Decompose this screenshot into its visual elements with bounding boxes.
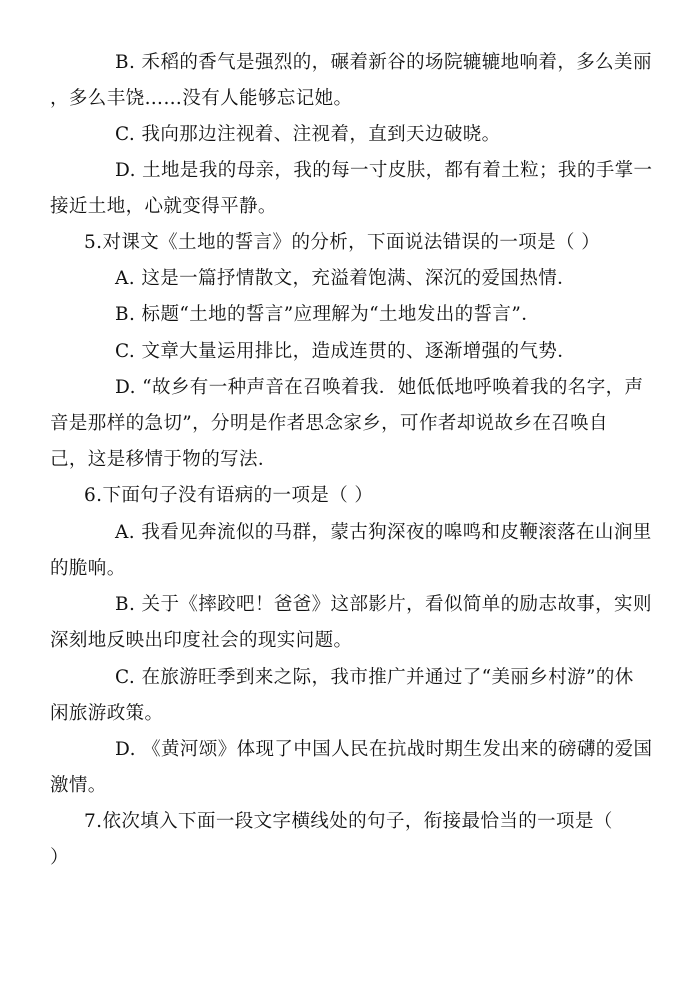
option-b-q4-line-2: ，多么丰饶……没有人能够忘记她。	[50, 88, 353, 109]
option-d-q5-line-2: 音是那样的急切”，分明是作者思念家乡，可作者却说故乡在召唤自	[50, 413, 608, 434]
option-c-q6-line-1: C. 在旅游旺季到来之际，我市推广并通过了“美丽乡村游”的休	[115, 667, 634, 688]
option-a-q5: A. 这是一篇抒情散文，充溢着饱满、深沉的爱国热情．	[115, 268, 577, 289]
option-a-q6-line-1: A. 我看见奔流似的马群，蒙古狗深夜的嗥鸣和皮鞭滚落在山涧里	[115, 522, 652, 543]
option-b-q5: B. 标题“土地的誓言”应理解为“土地发出的誓言”．	[115, 304, 541, 325]
option-b-q6-line-1: B. 关于《摔跤吧！爸爸》这部影片，看似简单的励志故事，实则	[115, 594, 652, 615]
option-a-q6-line-2: 的脆响。	[50, 558, 126, 579]
option-d-q5-line-3: 己，这是移情于物的写法．	[50, 449, 277, 470]
option-d-q6-line-2: 激情。	[50, 775, 107, 796]
option-d-q5-line-1: D. “故乡有一种声音在召唤着我．她低低地呼唤着我的名字，声	[115, 377, 644, 398]
option-c-q5: C. 文章大量运用排比，造成连贯的、逐渐增强的气势．	[115, 341, 577, 362]
question-5-stem: 5.对课文《土地的誓言》的分析，下面说法错误的一项是（ ）	[84, 232, 601, 253]
question-6-stem: 6.下面句子没有语病的一项是（ ）	[84, 485, 374, 506]
option-d-q4-line-1: D. 土地是我的母亲，我的每一寸皮肤，都有着土粒；我的手掌一	[115, 160, 653, 181]
question-7-stem-line-2: ）	[50, 847, 69, 868]
option-c-q4: C. 我向那边注视着、注视着，直到天边破晓。	[115, 124, 501, 145]
option-d-q6-line-1: D. 《黄河颂》体现了中国人民在抗战时期生发出来的磅礴的爱国	[115, 739, 653, 760]
question-7-stem-line-1: 7.依次填入下面一段文字横线处的句子，衔接最恰当的一项是（	[84, 811, 613, 832]
option-b-q4-line-1: B. 禾稻的香气是强烈的，碾着新谷的场院辘辘地响着，多么美丽	[115, 52, 652, 73]
option-c-q6-line-2: 闲旅游政策。	[50, 703, 164, 724]
option-d-q4-line-2: 接近土地，心就变得平静。	[50, 196, 277, 217]
option-b-q6-line-2: 深刻地反映出印度社会的现实问题。	[50, 630, 353, 651]
